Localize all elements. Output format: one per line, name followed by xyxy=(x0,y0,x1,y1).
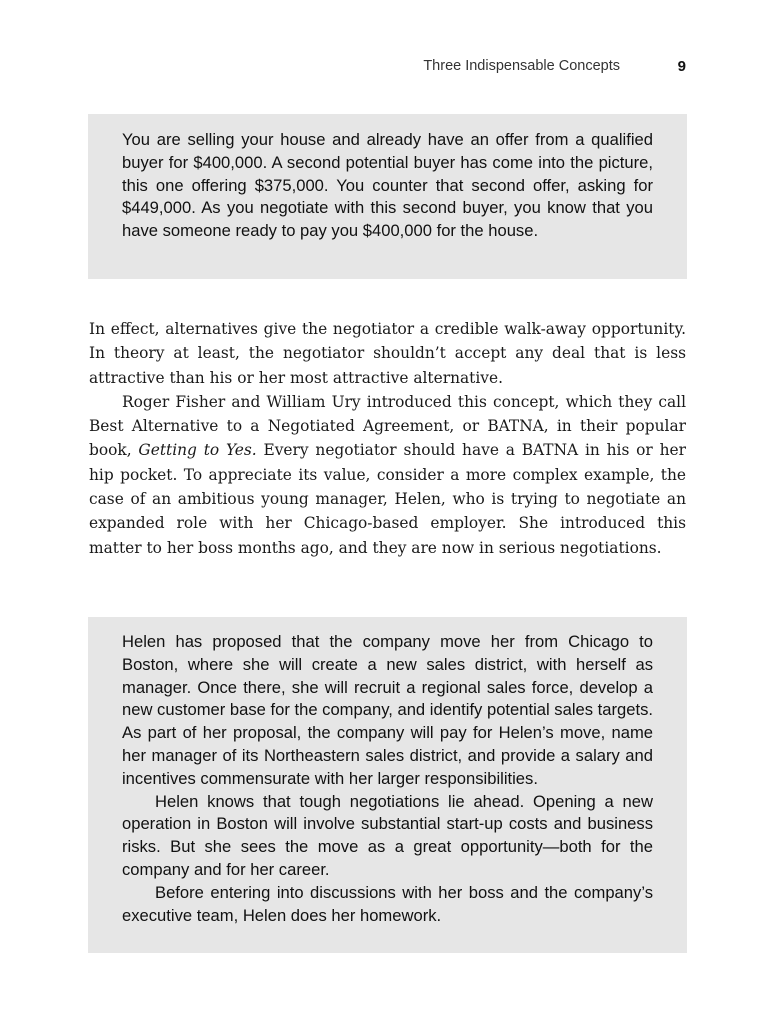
book-title: Getting to Yes. xyxy=(138,441,257,460)
example-box-paragraph: Before entering into discussions with her boss and the company’s executive team, Helen does her homework. xyxy=(122,882,653,925)
body-text-run: Roger Fisher and William Ury introduced this concept, which they call Best Alternative to a Negotiated Agreement, or BATNA, in their popular book, xyxy=(89,392,686,460)
page-number: 9 xyxy=(677,58,686,75)
example-box-paragraph: Helen has proposed that the company move her from Chicago to Boston, where she will create a new sales district, with herself as manager. Once there, she will recruit a regional sales force, develop a new customer base for the company, and identify potential sales targets. As part of her proposal, the company will pay for Helen’s move, name her manager of its Northeastern sales district, and provide a salary and incentives commensurate with her larger responsibilities. xyxy=(122,632,653,788)
example-box-house-sale xyxy=(88,114,687,279)
example-box-paragraph: Helen knows that tough negotiations lie ahead. Opening a new operation in Boston will involve substantial start-up costs and business risks. But she sees the move as a great opportunity—both for the company and for her career. xyxy=(122,791,653,879)
running-head xyxy=(0,58,768,78)
body-paragraph: In effect, alternatives give the negotiator a credible walk-away opportunity. In theory at least, the negotiator shouldn’t accept any deal that is less attractive than his or her most attractive alternative. xyxy=(89,320,686,387)
body-text xyxy=(89,317,686,560)
example-box-text: You are selling your house and already have an offer from a qualified buyer for $400,000. A second potential buyer has come into the picture, this one offering $375,000. You counter that second offer, asking for $449,000. As you negotiate with this second buyer, you know that you have someone ready to pay you $400,000 for the house. xyxy=(122,130,653,241)
example-box-helen xyxy=(88,617,687,953)
body-text-run: Every negotiator should have a BATNA in his or her hip pocket. To appreciate its value, consider a more complex example, the case of an ambitious young manager, Helen, who is trying to negotiate an expanded role with her Chicago-based employer. She introduced this matter to her boss months ago, and they are now in serious negotiations. xyxy=(89,441,686,557)
running-title: Three Indispensable Concepts xyxy=(423,58,620,74)
body-paragraph-batna xyxy=(89,390,686,560)
